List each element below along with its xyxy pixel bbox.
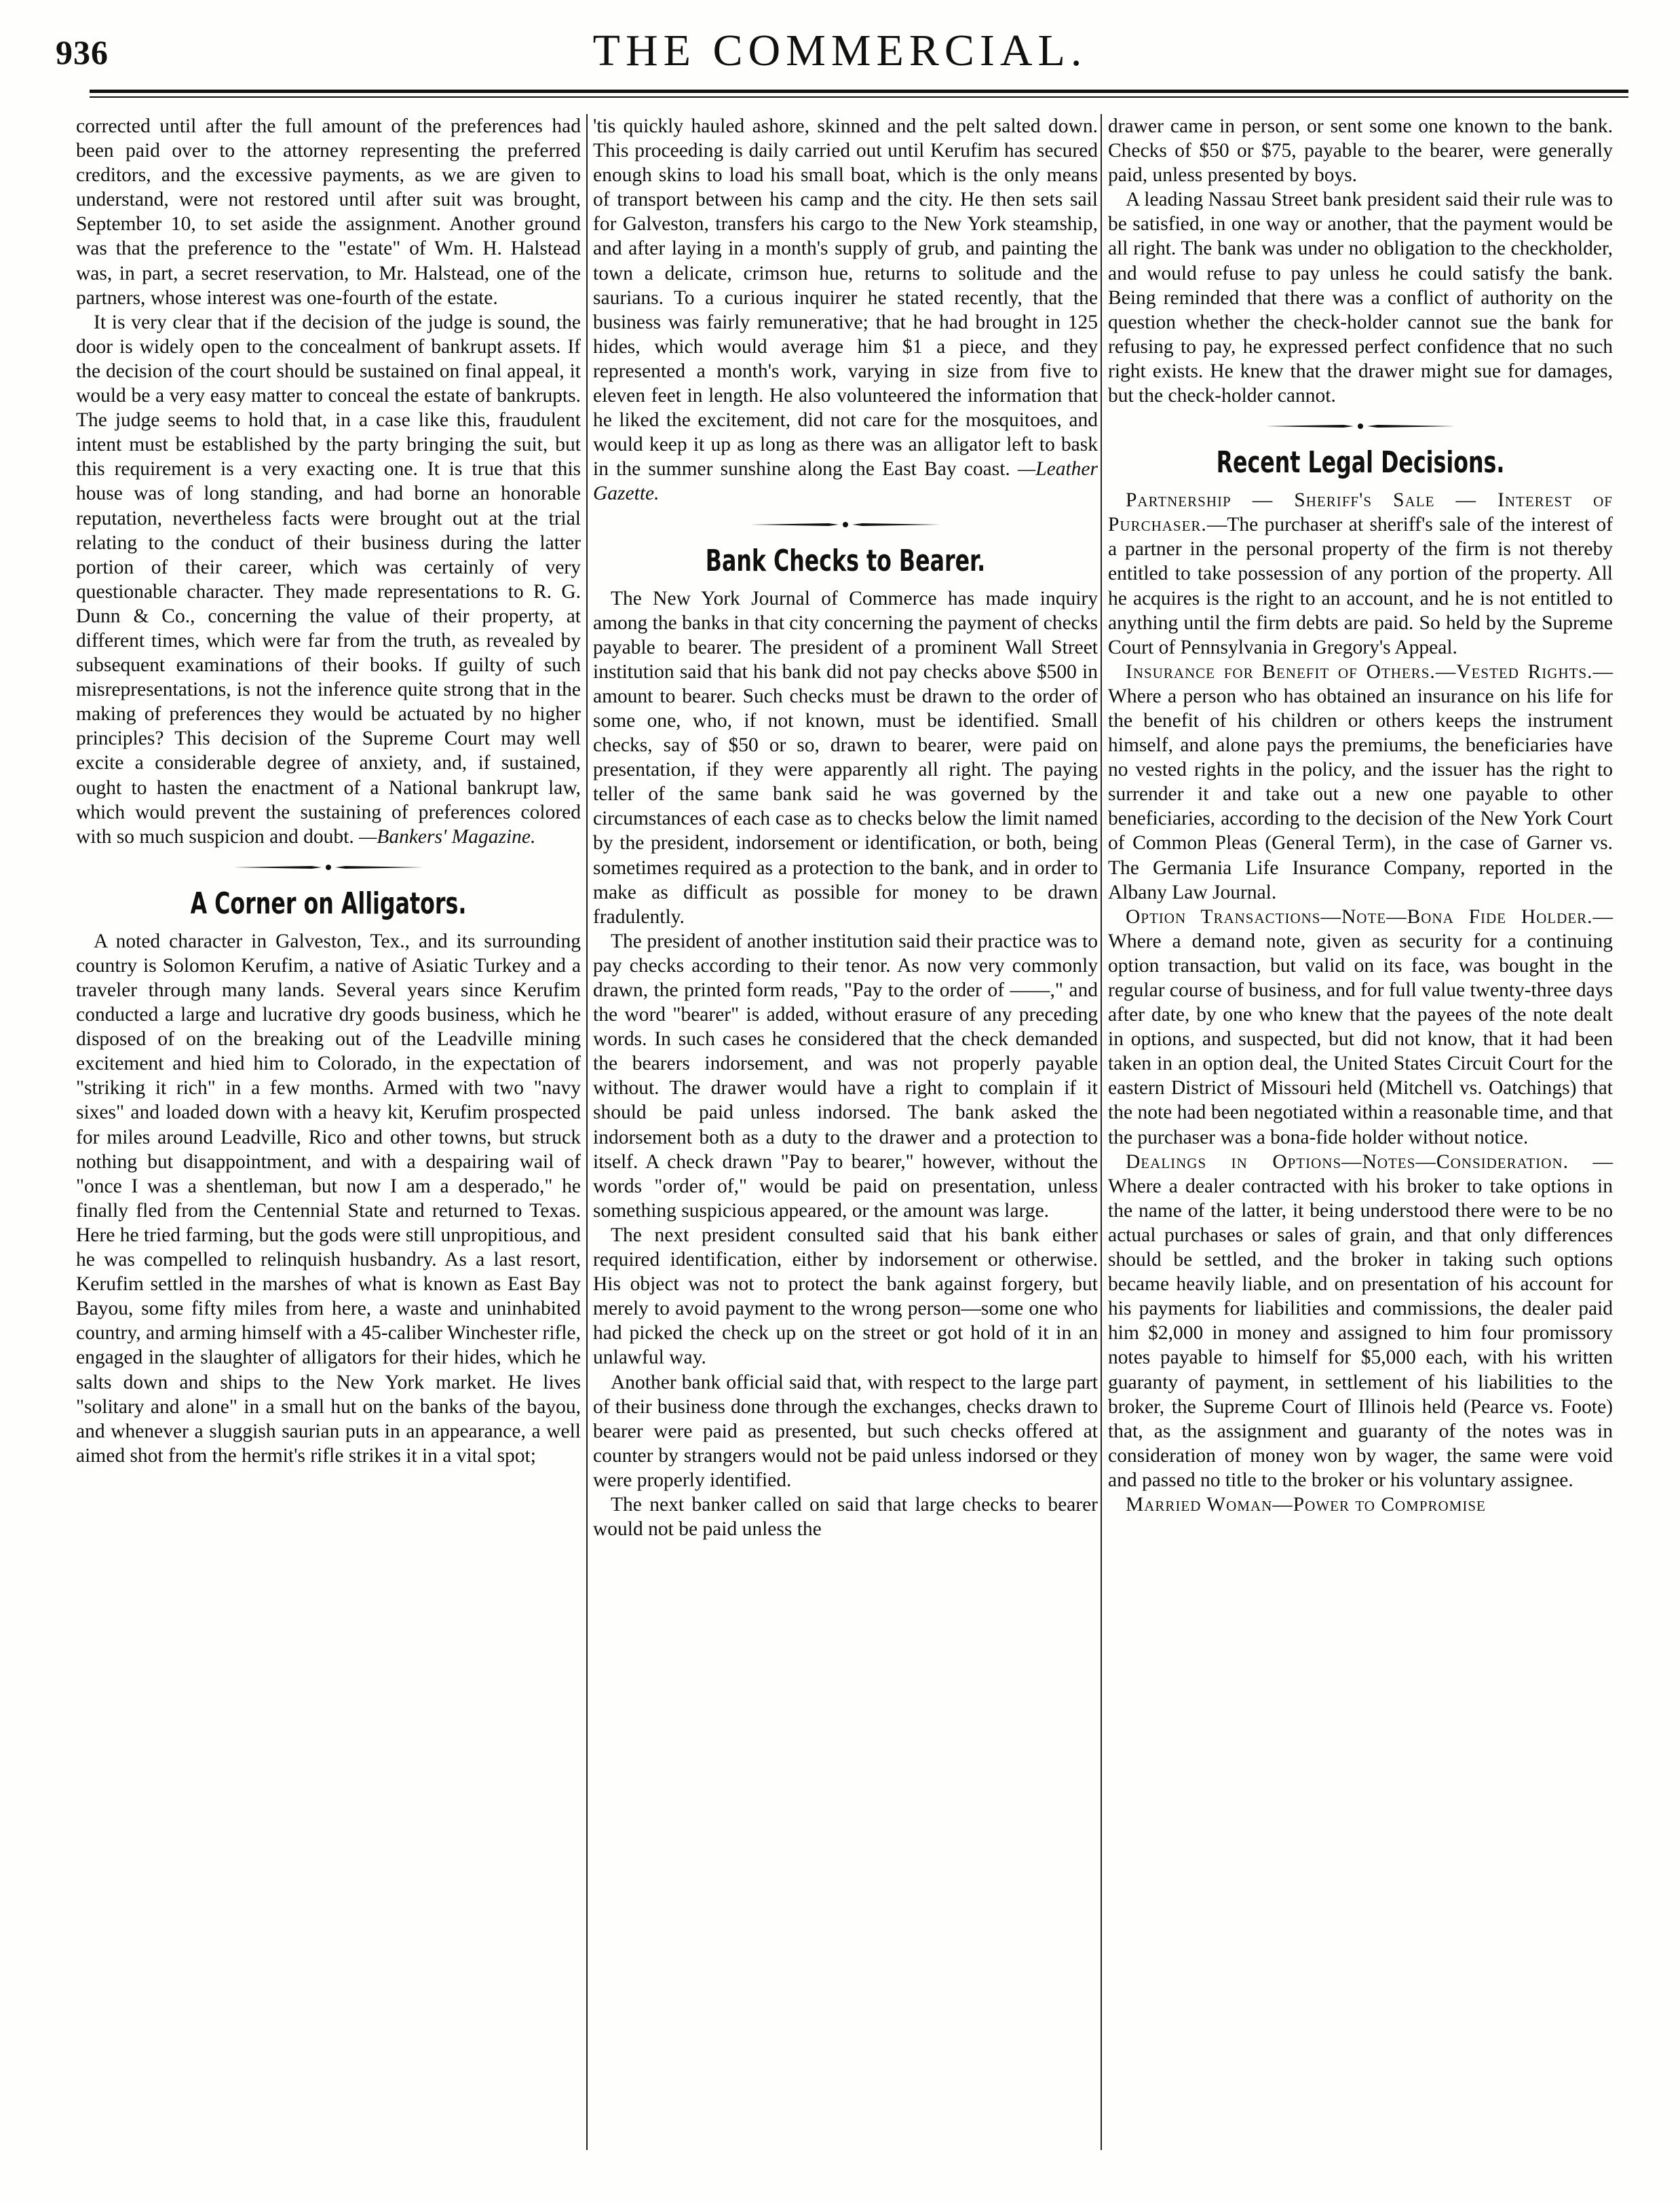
- article-paragraph: [1108, 1492, 1613, 1517]
- paragraph-text: corrected until after the full amount of the preferences had been paid over to the attorney representing the preferred creditors, and the excessive payments, as we are given to understand, were not restored until after suit was brought, September 10, to set aside the assignment. Another ground was that the preference to the "estate" of Wm. H. Halstead was, in part, a secret reservation, to Mr. Halstead, one of the partners, whose interest was one-fourth of the estate.: [76, 115, 581, 309]
- paragraph-text: —Where a person who has obtained an insurance on his life for the benefit of his children or others keeps the instrument himself, and alone pays the premiums, the beneficiaries have no vested rights in the policy, and the issuer has the right to surrender it and take out a new one payable to other beneficiaries, according to the decision of the New York Court of Common Pleas (General Term), in the case of Garner vs. The Germania Life Insurance Company, reported in the Albany Law Journal.: [1108, 660, 1613, 903]
- article-paragraph: [593, 929, 1098, 1223]
- article-paragraph: [1108, 660, 1613, 905]
- ornamental-divider: [1259, 417, 1462, 435]
- article-heading: Bank Checks to Bearer.: [705, 543, 986, 578]
- decision-lead: Married Woman—Power to Compromise: [1126, 1493, 1486, 1515]
- decision-lead: Option Transactions—Note—Bona Fide Holder.: [1126, 905, 1593, 928]
- divider-ornament: [227, 859, 430, 876]
- column-3: [1108, 114, 1613, 1517]
- journal-title: THE COMMERCIAL.: [592, 26, 1088, 75]
- decision-lead: Dealings in Options—Notes—Consideration.: [1126, 1150, 1569, 1173]
- article-source: —Leather Gazette.: [593, 458, 1099, 505]
- column-1: [76, 114, 581, 1468]
- article-paragraph: [76, 929, 581, 1468]
- article-heading: A Corner on Alligators.: [190, 886, 467, 921]
- article-paragraph: [593, 1370, 1098, 1492]
- paragraph-text: —Where a demand note, given as security for a continuing option transaction, but valid on its face, was bought in the regular course of business, and for full value twenty-three days after date, by one who knew that the payees of the note dealt in options, and suspected, but did not know, that it had been taken in an option deal, the United States Circuit Court for the eastern District of Missouri held (Mitchell vs. Oatchings) that the note had been negotiated within a reasonable time, and that the purchaser was a bona-fide holder without notice.: [1108, 905, 1613, 1148]
- column-divider: [586, 114, 588, 2150]
- article-heading: Recent Legal Decisions.: [1216, 445, 1505, 481]
- paragraph-text: The next banker called on said that large checks to bearer would not be paid unless the: [593, 1493, 1098, 1541]
- header-rule: [90, 90, 1628, 93]
- paragraph-text: Another bank official said that, with respect to the large part of their business done through the exchanges, checks drawn to bearer were paid as presented, but such checks offered at counter by strangers would not be paid unless indorsed or they were properly identified.: [593, 1371, 1098, 1491]
- paragraph-text: The New York Journal of Commerce has made inquiry among the banks in that city concerning the payment of checks payable to bearer. The president of a prominent Wall Street institution said that his bank did not pay checks above $500 in amount to bearer. Such checks must be drawn to the order of some one, who, if not known, must be identified. Small checks, say of $50 or so, drawn to bearer, were paid on presentation, if they were apparently all right. The paying teller of the same bank said he was governed by the circumstances of each case as to checks below the limit named by the president, indorsement or identification, or both, being sometimes required as a protection to the bank, and in order to make as difficult as possible for money to be drawn fradulently.: [593, 587, 1098, 928]
- paragraph-text: It is very clear that if the decision of the judge is sound, the door is widely open to the concealment of bankrupt assets. If the decision of the court should be sustained on final appeal, it would be a very easy matter to conceal the estate of bankrupts. The judge seems to hold that, in a case like this, fraudulent intent must be established by the party bringing the suit, but this requirement is a very exacting one. It is true that this house was of long standing, and had borne an honorable reputation, nevertheless facts were brought out at the trial relating to the conduct of their business during the latter portion of their career, which was certainly of very questionable character. They made representations to R. G. Dunn & Co., concerning the value of their property, at different times, which were far from the truth, as revealed by subsequent examinations of their books. If guilty of such misrepresentations, is not the inference quite strong that in the making of preferences they would be actuated by no higher principles? This decision of the Supreme Court may well excite a considerable degree of anxiety, and, if sustained, ought to hasten the enactment of a National bankrupt law, which would prevent the sustaining of preferences colored with so much suspicion and doubt.: [76, 311, 581, 848]
- paragraph-text: A noted character in Galveston, Tex., and its surrounding country is Solomon Kerufim, a native of Asiatic Turkey and a traveler through many lands. Several years since Kerufim conducted a large and lucrative dry goods business, which he disposed of on the breaking out of the Leadville mining excitement and hied him to Colorado, in the expectation of "striking it rich" in a few months. Armed with two "navy sixes" and loaded down with a heavy kit, Kerufim prospected for miles around Leadville, Rico and other towns, but struck nothing but disappointment, and with a despairing wail of "once I was a shentleman, but now I am a desperado," he finally fled from the Centennial State and returned to Texas. Here he tried farming, but the gods were still unpropitious, and he was compelled to relinquish husbandry. As a last resort, Kerufim settled in the marshes of what is known as East Bay Bayou, some fifty miles from here, a waste and uninhabited country, and arming himself with a 45-caliber Winchester rifle, engaged in the slaughter of alligators for their hides, which he salts down and ships to the New York market. He lives "solitary and alone" in a small hut on the banks of the bayou, and whenever a sluggish saurian puts in an appearance, a well aimed shot from the hermit's rifle strikes it in a vital spot;: [76, 930, 581, 1467]
- article-paragraph: [76, 310, 581, 849]
- paragraph-text: A leading Nassau Street bank president said their rule was to be satisfied, in one way or another, that the payment would be all right. The bank was under no obligation to the checkholder, and would refuse to pay unless he could satisfy the bank. Being reminded that there was a conflict of authority on the question whether the check-holder cannot sue the bank for refusing to pay, he expressed perfect confidence that no such right exists. He knew that the drawer might sue for damages, but the check-holder cannot.: [1108, 189, 1613, 407]
- article-paragraph: [593, 586, 1098, 929]
- article-paragraph: [1108, 488, 1613, 660]
- header-rule-thin: [90, 96, 1628, 98]
- paragraph-text: The president of another institution said their practice was to pay checks according to their tenor. As now very commonly drawn, the printed form reads, "Pay to the order of ——," and the word "bearer" is added, without erasure of any preceding words. In such cases he considered that the check demanded the bearers indorsement, and was not properly payable without. The drawer would have a right to complain if it should be paid unless indorsed. The bank asked the indorsement both as a duty to the drawer and a protection to itself. A check drawn "Pay to bearer," however, without the words "order of," would be paid on presentation, unless something suspicious appeared, or the amount was large.: [593, 930, 1098, 1222]
- article-paragraph: [1108, 187, 1613, 408]
- paragraph-text: The next president consulted said that his bank either required identification, either by indorsement or otherwise. His object was not to protect the bank against forgery, but merely to avoid payment to the wrong person—some one who had picked the check up on the street or got hold of it in an unlawful way.: [593, 1224, 1098, 1369]
- article-source: —Bankers' Magazine.: [354, 825, 536, 848]
- paragraph-text: drawer came in person, or sent some one known to the bank. Checks of $50 or $75, payable to the bearer, were generally paid, unless presented by boys.: [1108, 115, 1613, 187]
- paragraph-text: —The purchaser at sheriff's sale of the interest of a partner in the personal property of the firm is not thereby entitled to take possession of any portion of the property. All he acquires is the right to an account, and he is not entitled to anything until the firm debts are paid. So held by the Supreme Court of Pennsylvania in Gregory's Appeal.: [1108, 514, 1613, 658]
- decision-lead: Partnership — Sheriff's Sale — Interest of Purchaser.: [1108, 489, 1613, 536]
- article-paragraph: [1108, 1150, 1613, 1492]
- article-paragraph: [1108, 114, 1613, 187]
- ornamental-divider: [744, 516, 947, 533]
- page-number: 936: [56, 33, 109, 71]
- article-paragraph: [593, 1492, 1098, 1541]
- article-paragraph: [1108, 905, 1613, 1150]
- article-paragraph: [76, 114, 581, 310]
- paragraph-text: 'tis quickly hauled ashore, skinned and the pelt salted down. This proceeding is daily carried out until Kerufim has secured enough skins to load his small boat, which is the only means of transport between his camp and the city. He then sets sail for Galveston, transfers his cargo to the New York steamship, and after laying in a month's supply of grub, and painting the town a delicate, crimson hue, returns to solitude and the saurians. To a curious inquirer he stated recently, that the business was fairly remunerative; that he had brought in 125 hides, which would average him $1 a piece, and they represented a month's work, varying in size from five to eleven feet in length. He also volunteered the information that he liked the excitement, did not care for the mosquitoes, and would keep it up as long as there was an alligator left to bask in the summer sunshine along the East Bay coast.: [593, 115, 1098, 481]
- article-paragraph: [593, 114, 1098, 506]
- divider-ornament: [744, 516, 947, 533]
- column-2: [593, 114, 1098, 1541]
- ornamental-divider: [227, 859, 430, 876]
- masthead: [0, 0, 1680, 88]
- paragraph-text: — Where a dealer contracted with his broker to take options in the name of the latter, it being understood there were to be no actual purchases or sales of grain, and that only differences should be settled, and the broker in taking such options became heavily liable, and on presentation of his account for his payments for liabilities and commissions, the dealer paid him $2,000 in money and assigned to him four promissory notes payable to himself for $5,000 each, with his written guaranty of payment, in settlement of his liabilities to the broker, the Supreme Court of Illinois held (Pearce vs. Foote) that, as the assignment and guaranty of the notes was in consideration of money won by wager, the same were void and passed no title to the broker or his voluntary assignee.: [1108, 1150, 1613, 1491]
- divider-ornament: [1259, 417, 1462, 435]
- column-divider: [1101, 114, 1102, 2150]
- decision-lead: Insurance for Benefit of Others.—Vested Rights.: [1126, 660, 1593, 683]
- article-paragraph: [593, 1223, 1098, 1370]
